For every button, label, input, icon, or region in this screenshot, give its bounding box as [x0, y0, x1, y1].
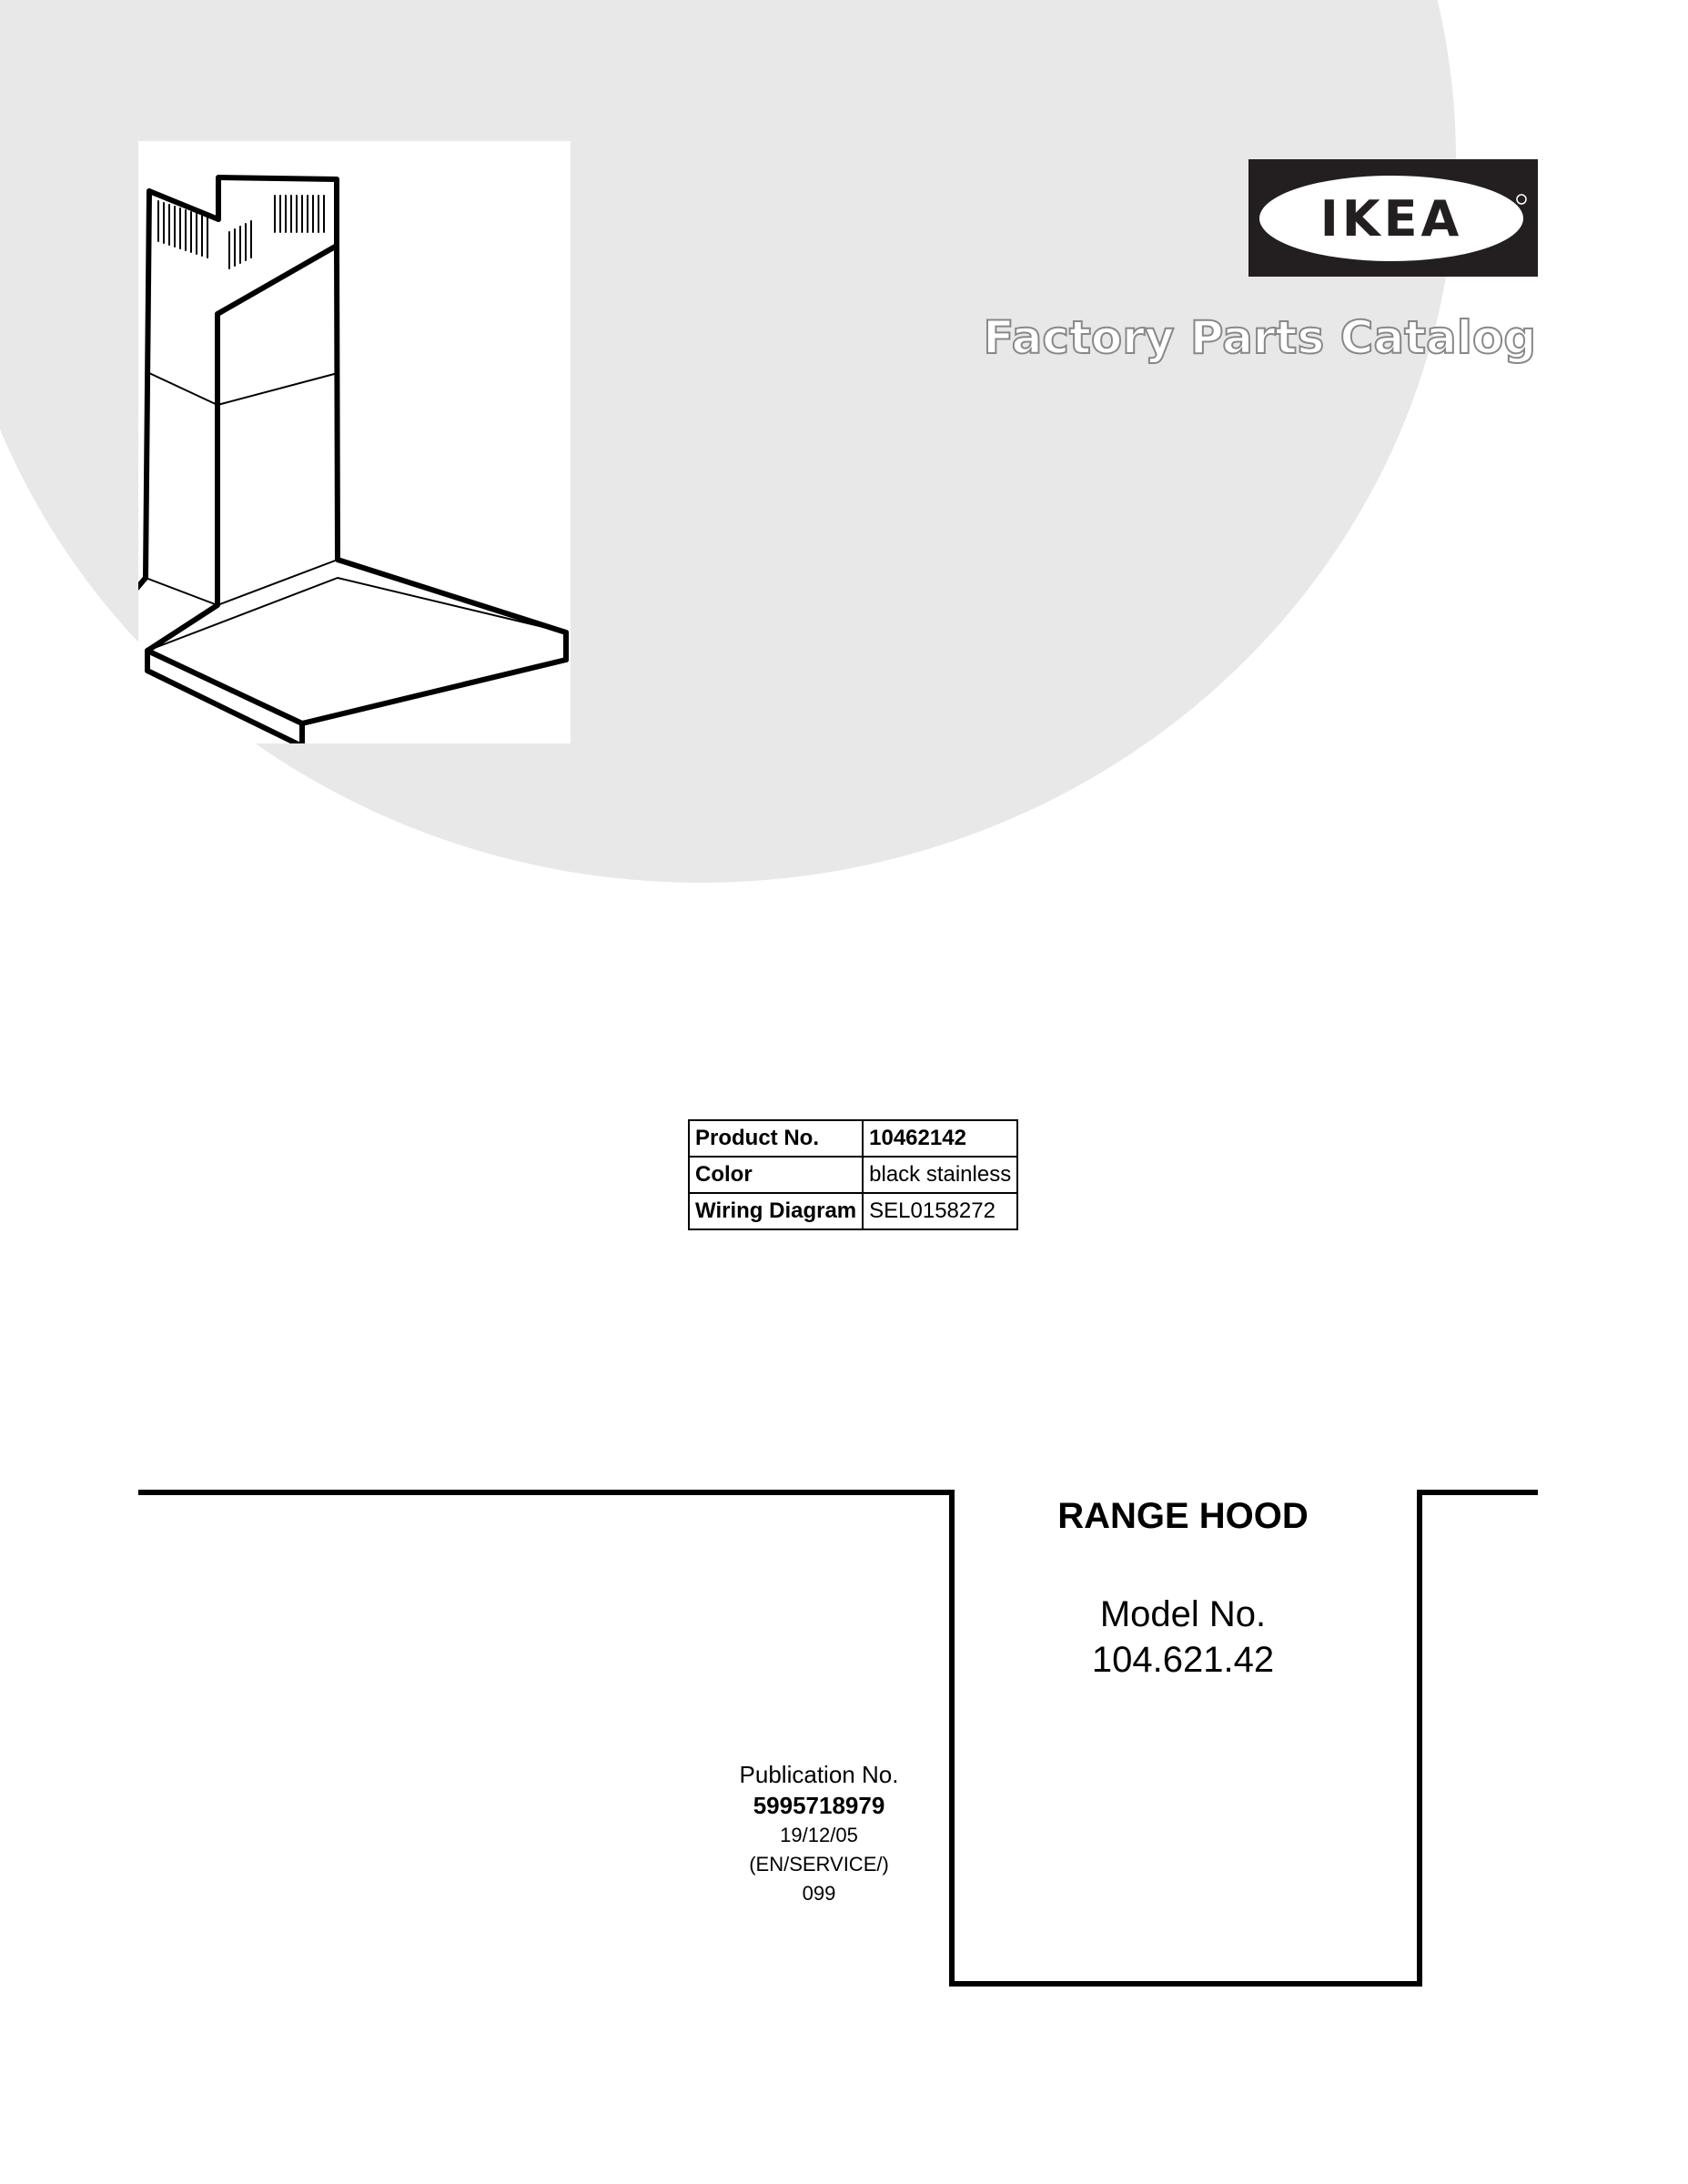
- table-row: [689, 1157, 1017, 1193]
- ikea-logo-icon: [1248, 159, 1538, 277]
- publication-edition: (EN/SERVICE/): [749, 1853, 889, 1876]
- color-value: black stainless: [863, 1157, 1017, 1193]
- publication-date: 19/12/05: [780, 1824, 858, 1846]
- ikea-logo: [1248, 159, 1538, 277]
- ikea-logo-text: IKEA: [1319, 190, 1463, 248]
- color-label: Color: [689, 1157, 863, 1193]
- catalog-title: [946, 304, 1538, 368]
- table-row: [689, 1120, 1017, 1157]
- product-no-label: Product No.: [689, 1120, 863, 1157]
- range-hood-drawing-icon: [138, 141, 571, 743]
- product-no-value: 10462142: [863, 1120, 1017, 1157]
- wiring-diagram-value: SEL0158272: [863, 1193, 1017, 1229]
- range-hood-illustration: [138, 141, 571, 743]
- publication-number: 5995718979: [753, 1792, 885, 1819]
- spec-table: [688, 1119, 1018, 1230]
- model-label: Model No.: [1099, 1594, 1267, 1634]
- table-row: [689, 1193, 1017, 1229]
- catalog-title-text: Factory Parts Catalog: [983, 311, 1536, 364]
- publication-code: 099: [802, 1882, 836, 1905]
- publication-info: [692, 1759, 946, 1908]
- wiring-diagram-label: Wiring Diagram: [689, 1193, 863, 1229]
- model-number: 104.621.42: [1091, 1640, 1275, 1680]
- product-type: RANGE HOOD: [1057, 1496, 1309, 1536]
- publication-label: Publication No.: [739, 1761, 899, 1788]
